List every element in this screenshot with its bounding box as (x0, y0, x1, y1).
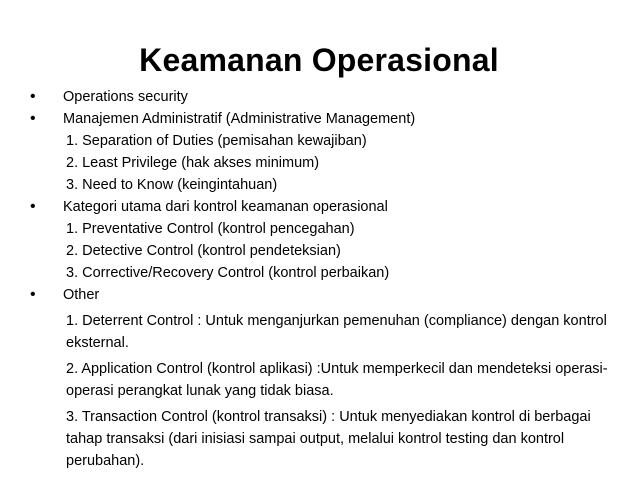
bullet-label: Kategori utama dari kontrol keamanan operasional (63, 199, 388, 215)
sub-item: 3. Transaction Control (kontrol transaksi) : Untuk menyediakan kontrol di berbagai tahap transaksi (dari inisiasi sampai output, melalui kontrol testing dan kontrol perubahan). (66, 409, 591, 469)
sub-item: 3. Need to Know (keingintahuan) (66, 177, 278, 193)
sub-item: 2. Detective Control (kontrol pendeteksian) (66, 243, 341, 259)
slide-title: Keamanan Operasional (139, 42, 499, 78)
bullet-operations-security (30, 86, 620, 108)
sub-item: 1. Deterrent Control : Untuk menganjurkan pemenuhan (compliance) dengan kontrol eksternal. (66, 313, 607, 351)
bullet-icon: • (30, 88, 36, 105)
bullet-icon: • (30, 286, 36, 303)
bullet-other (30, 284, 620, 306)
bullet-administrative-management (30, 108, 620, 130)
bullet-label: Other (63, 287, 100, 303)
bullet-icon: • (30, 198, 36, 215)
sub-item: 1. Preventative Control (kontrol pencegahan) (66, 221, 355, 237)
sub-item: 1. Separation of Duties (pemisahan kewajiban) (66, 133, 367, 149)
sub-item: 2. Application Control (kontrol aplikasi) :Untuk memperkecil dan mendeteksi operasi-operasi perangkat lunak yang tidak biasa. (66, 361, 608, 399)
sub-item: 2. Least Privilege (hak akses minimum) (66, 155, 320, 171)
bullet-icon: • (30, 110, 36, 127)
bullet-label: Manajemen Administratif (Administrative Management) (63, 111, 416, 127)
bullet-label: Operations security (63, 89, 188, 105)
bullet-control-categories (30, 196, 620, 218)
sub-item: 3. Corrective/Recovery Control (kontrol perbaikan) (66, 265, 390, 281)
slide-content (30, 86, 620, 472)
